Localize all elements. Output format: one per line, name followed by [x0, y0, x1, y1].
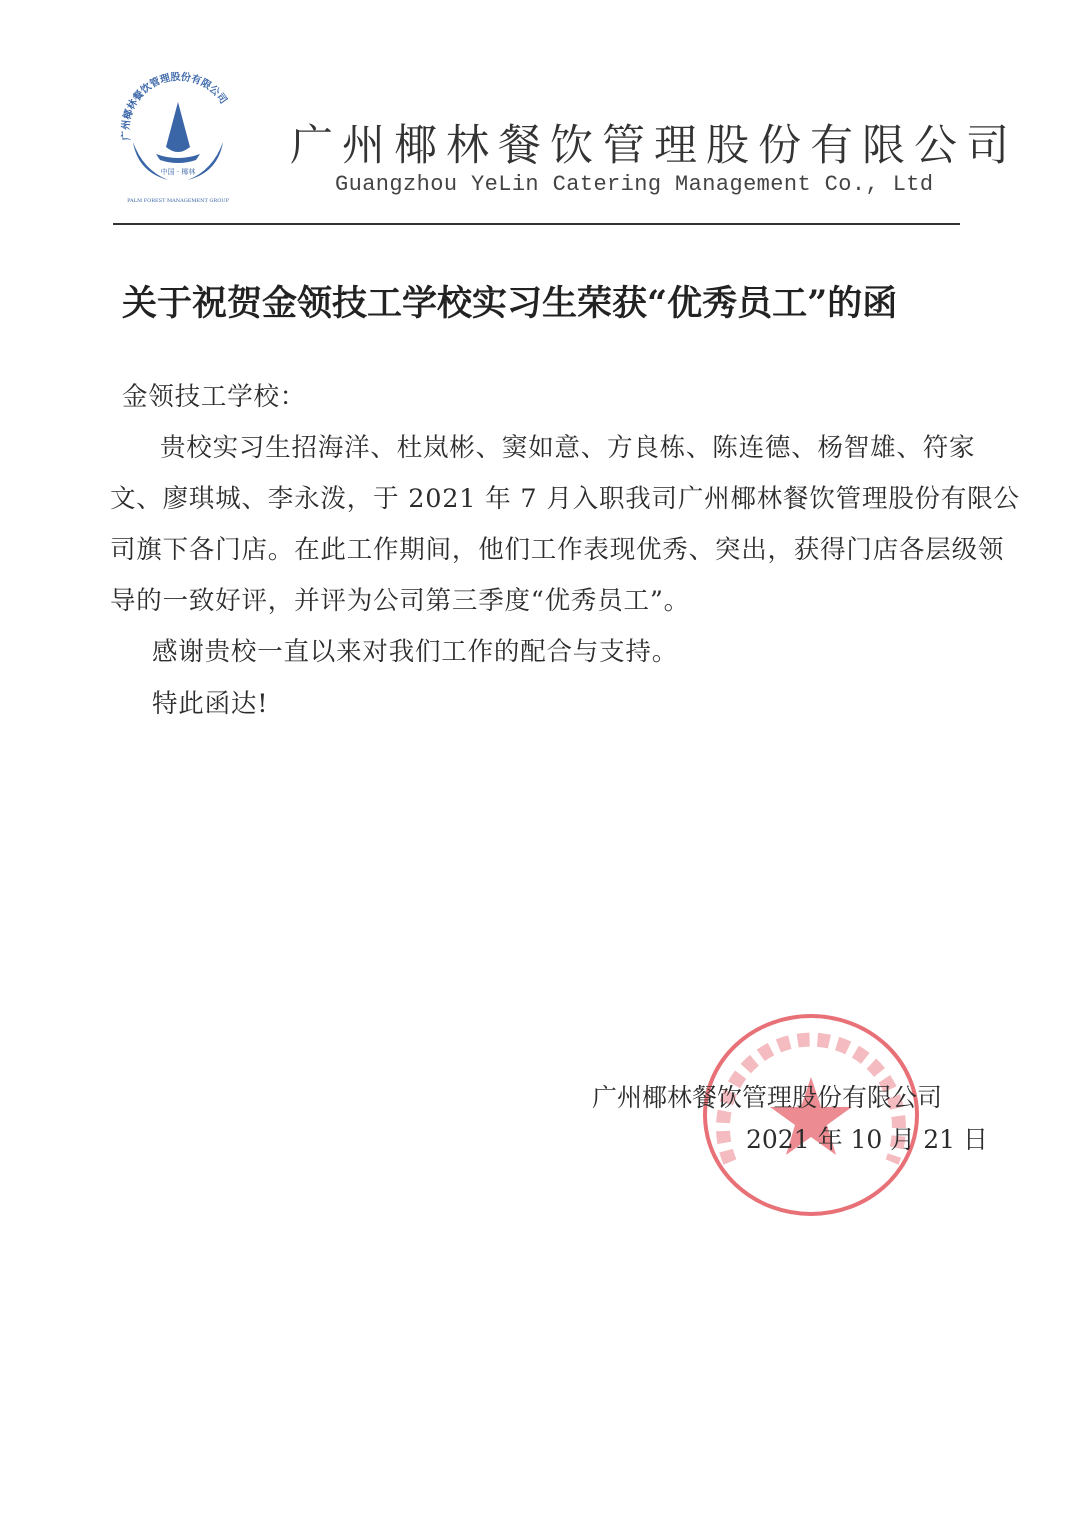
- logo-group-text: PALM FOREST MANAGEMENT GROUP: [127, 198, 229, 204]
- header-divider: [113, 223, 960, 225]
- salutation: 金领技工学校：: [122, 382, 307, 412]
- letter-title: 关于祝贺金领技工学校实习生荣获“优秀员工”的函: [122, 283, 898, 324]
- paragraph-line: 导的一致好评，并评为公司第三季度“优秀员工”。: [110, 586, 690, 616]
- closing-line: 特此函达!: [152, 689, 269, 719]
- logo-subtext: 中国 · 椰林: [160, 168, 196, 176]
- logo-ring-text: 广州椰林餐饮管理股份有限公司: [120, 71, 229, 141]
- signature-company: 广州椰林餐饮管理股份有限公司: [592, 1083, 943, 1112]
- company-logo: [108, 62, 248, 207]
- company-seal-stamp: [700, 1012, 922, 1218]
- paragraph-line: 司旗下各门店。在此工作期间，他们工作表现优秀、突出，获得门店各层级领: [110, 535, 1005, 565]
- paragraph-line: 文、廖琪城、李永泼，于 2021 年 7 月入职我司广州椰林餐饮管理股份有限公: [110, 484, 1020, 514]
- company-name-en: Guangzhou YeLin Catering Management Co., Ltd: [335, 172, 934, 197]
- company-name-cn: 广州椰林餐饮管理股份有限公司: [290, 121, 1018, 171]
- paragraph-line: 贵校实习生招海洋、杜岚彬、窦如意、方良栋、陈连德、杨智雄、符家: [160, 433, 976, 463]
- signature-date: 2021 年 10 月 21 日: [746, 1125, 988, 1154]
- thanks-line: 感谢贵校一直以来对我们工作的配合与支持。: [152, 637, 679, 667]
